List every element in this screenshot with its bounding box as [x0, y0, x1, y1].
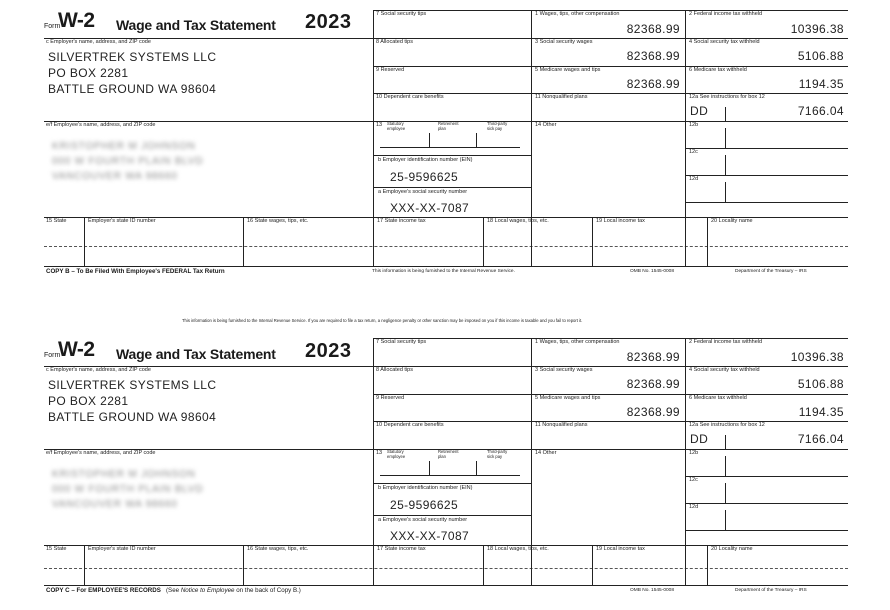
ein-value: 25-9596625 [390, 170, 459, 184]
grid-line [707, 217, 708, 266]
box4-label: 4 Social security tax withheld [689, 367, 760, 373]
grid-line [725, 155, 726, 175]
box4-value: 5106.88 [797, 49, 844, 63]
grid-line [373, 421, 848, 422]
box13-retirement-label: Retirement plan [438, 121, 459, 131]
employer-city: BATTLE GROUND WA 98604 [48, 82, 217, 96]
employer-address: PO BOX 2281 [48, 66, 129, 80]
box-a-label: a Employee's social security number [378, 189, 468, 195]
box5-label: 5 Medicare wages and tips [535, 395, 601, 401]
department-label: Department of the Treasury – IRS [735, 588, 807, 593]
grid-line [685, 175, 848, 176]
employee-address-redacted: 000 W FOURTH PLAIN BLVD [52, 484, 204, 495]
copy-b-irs-note: This information is being furnished to the Internal Revenue Service. [372, 269, 515, 274]
box5-value: 82368.99 [626, 77, 680, 91]
ssn-value: XXX-XX-7087 [390, 201, 470, 215]
box2-value: 10396.38 [790, 22, 844, 36]
box14-label: 14 Other [535, 450, 557, 456]
copy-c-see-italic: Notice to Employee [180, 587, 235, 594]
box13-label: 13 [376, 122, 383, 128]
grid-line [725, 182, 726, 202]
employer-name: SILVERTREK SYSTEMS LLC [48, 378, 217, 392]
grid-line [243, 217, 244, 266]
form-title [44, 11, 364, 35]
box-c-label: c Employer's name, address, and ZIP code [46, 367, 151, 373]
employee-city-redacted: VANCOUVER WA 98660 [52, 171, 178, 182]
grid-line [44, 585, 848, 586]
tax-year: 2023 [305, 340, 352, 362]
box3-label: 3 Social security wages [535, 367, 593, 373]
box15-id-label: Employer's state ID number [88, 218, 156, 224]
form-word: Form [44, 352, 61, 359]
w2-copy-c [0, 332, 890, 594]
grid-line [707, 545, 708, 585]
box1-label: 1 Wages, tips, other compensation [535, 11, 620, 17]
ein-value: 25-9596625 [390, 498, 459, 512]
form-word: Form [44, 23, 61, 30]
box17-label: 17 State income tax [377, 546, 426, 552]
grid-line [373, 338, 374, 585]
grid-line [725, 456, 726, 476]
w2-label: W-2 [58, 338, 95, 361]
employer-city: BATTLE GROUND WA 98604 [48, 410, 217, 424]
tax-year: 2023 [305, 11, 352, 33]
form-title-text: Wage and Tax Statement [116, 346, 276, 362]
w2-copy-b [0, 0, 890, 275]
box6-label: 6 Medicare tax withheld [689, 67, 747, 73]
box12d-label: 12d [689, 504, 699, 510]
grid-line [373, 93, 848, 94]
grid-dash [44, 568, 848, 569]
box-ef-label: e/f Employee's name, address, and ZIP code [46, 122, 156, 128]
box12a-code: DD [690, 432, 709, 446]
grid-line [725, 128, 726, 148]
employee-name-redacted: KRISTOPHER M JOHNSON [52, 141, 196, 152]
box12a-amount: 7166.04 [797, 104, 844, 118]
box12d-label: 12d [689, 176, 699, 182]
box20-label: 20 Locality name [711, 218, 753, 224]
grid-line [44, 266, 848, 267]
employee-name-redacted: KRISTOPHER M JOHNSON [52, 469, 196, 480]
grid-line [429, 133, 430, 147]
box13-thirdparty-label: Third-party sick pay [487, 449, 508, 459]
box1-value: 82368.99 [626, 22, 680, 36]
box12b-label: 12b [689, 450, 699, 456]
grid-line [380, 147, 520, 148]
grid-line [725, 510, 726, 530]
box6-value: 1194.35 [798, 77, 844, 91]
grid-line [531, 10, 532, 266]
box12a-amount: 7166.04 [797, 432, 844, 446]
employee-city-redacted: VANCOUVER WA 98660 [52, 499, 178, 510]
box20-label: 20 Locality name [711, 546, 753, 552]
box18-label: 18 Local wages, tips, etc. [487, 546, 549, 552]
box7-label: 7 Social security tips [376, 11, 427, 17]
form-title-text: Wage and Tax Statement [116, 17, 276, 33]
employer-name: SILVERTREK SYSTEMS LLC [48, 50, 217, 64]
omb-number: OMB No. 1545-0008 [630, 588, 674, 593]
grid-line [725, 483, 726, 503]
grid-line [373, 515, 531, 516]
grid-line [373, 483, 531, 484]
employee-address-redacted: 000 W FOURTH PLAIN BLVD [52, 156, 204, 167]
grid-line [476, 133, 477, 147]
grid-line [380, 475, 520, 476]
box10-label: 10 Dependent care benefits [376, 94, 444, 100]
box15-id-label: Employer's state ID number [88, 546, 156, 552]
box11-label: 11 Nonqualified plans [535, 422, 588, 428]
box2-label: 2 Federal income tax withheld [689, 11, 763, 17]
box13-statutory-label: Statutory employee [387, 449, 406, 459]
box-ef-label: e/f Employee's name, address, and ZIP code [46, 450, 156, 456]
grid-line [84, 217, 85, 266]
box4-value: 5106.88 [797, 377, 844, 391]
box3-label: 3 Social security wages [535, 39, 593, 45]
box1-value: 82368.99 [626, 350, 680, 364]
box5-value: 82368.99 [626, 405, 680, 419]
copy-c-see-suffix: on the back of Copy B.) [236, 587, 301, 594]
employer-address: PO BOX 2281 [48, 394, 129, 408]
w2-label: W-2 [58, 9, 95, 32]
grid-line [373, 187, 531, 188]
grid-line [373, 66, 848, 67]
grid-line [725, 107, 726, 121]
box12a-code: DD [690, 104, 709, 118]
grid-line [685, 503, 848, 504]
ssn-value: XXX-XX-7087 [390, 529, 470, 543]
box4-label: 4 Social security tax withheld [689, 39, 760, 45]
box8-label: 8 Allocated tips [376, 39, 413, 45]
box16-label: 16 State wages, tips, etc. [247, 546, 309, 552]
box1-label: 1 Wages, tips, other compensation [535, 339, 620, 345]
grid-line [429, 461, 430, 475]
grid-line [685, 338, 686, 585]
grid-line [685, 476, 848, 477]
box3-value: 82368.99 [626, 49, 680, 63]
box2-label: 2 Federal income tax withheld [689, 339, 763, 345]
box19-label: 19 Local income tax [596, 218, 645, 224]
grid-line [685, 530, 848, 531]
box12c-label: 12c [689, 477, 698, 483]
copy-c-disclaimer: This information is being furnished to the Internal Revenue Service. If you are required to file a tax return, a negligence penalty or other sanction may be imposed on you if this income is taxable and you fail to report it. [182, 318, 583, 323]
grid-line [592, 217, 593, 266]
box13-label: 13 [376, 450, 383, 456]
box12c-label: 12c [689, 149, 698, 155]
box15-label: 15 State [46, 218, 67, 224]
box11-label: 11 Nonqualified plans [535, 94, 588, 100]
box18-label: 18 Local wages, tips, etc. [487, 218, 549, 224]
grid-line [373, 10, 374, 266]
box12a-label: 12a See instructions for box 12 [689, 94, 765, 100]
box19-label: 19 Local income tax [596, 546, 645, 552]
box6-label: 6 Medicare tax withheld [689, 395, 747, 401]
box7-label: 7 Social security tips [376, 339, 427, 345]
grid-line [685, 202, 848, 203]
box16-label: 16 State wages, tips, etc. [247, 218, 309, 224]
grid-line [685, 10, 686, 266]
copy-c-footer-title: COPY C – For EMPLOYEE'S RECORDS [46, 587, 161, 594]
box12b-label: 12b [689, 122, 699, 128]
box6-value: 1194.35 [798, 405, 844, 419]
box-c-label: c Employer's name, address, and ZIP code [46, 39, 151, 45]
box10-label: 10 Dependent care benefits [376, 422, 444, 428]
copy-c-see-prefix: (See [166, 587, 180, 594]
box-b-label: b Employer identification number (EIN) [378, 157, 473, 163]
box2-value: 10396.38 [790, 350, 844, 364]
box14-label: 14 Other [535, 122, 557, 128]
copy-b-footer: COPY B – To Be Filed With Employee's FEDERAL Tax Return [46, 268, 225, 275]
grid-line [483, 217, 484, 266]
grid-line [725, 435, 726, 449]
box9-label: 9 Reserved [376, 67, 405, 73]
copy-c-footer [46, 587, 301, 594]
box9-label: 9 Reserved [376, 395, 405, 401]
box-b-label: b Employer identification number (EIN) [378, 485, 473, 491]
grid-line [483, 545, 484, 585]
box13-thirdparty-label: Third-party sick pay [487, 121, 508, 131]
box13-retirement-label: Retirement plan [438, 449, 459, 459]
omb-number: OMB No. 1545-0008 [630, 269, 674, 274]
box13-statutory-label: Statutory employee [387, 121, 406, 131]
department-label: Department of the Treasury – IRS [735, 269, 807, 274]
box-a-label: a Employee's social security number [378, 517, 468, 523]
form-title [44, 340, 364, 364]
box3-value: 82368.99 [626, 377, 680, 391]
box12a-label: 12a See instructions for box 12 [689, 422, 765, 428]
box17-label: 17 State income tax [377, 218, 426, 224]
box5-label: 5 Medicare wages and tips [535, 67, 601, 73]
grid-line [373, 155, 531, 156]
grid-line [685, 148, 848, 149]
grid-line [373, 394, 848, 395]
box15-label: 15 State [46, 546, 67, 552]
grid-line [476, 461, 477, 475]
grid-line [243, 545, 244, 585]
grid-line [84, 545, 85, 585]
grid-dash [44, 246, 848, 247]
box8-label: 8 Allocated tips [376, 367, 413, 373]
grid-line [592, 545, 593, 585]
